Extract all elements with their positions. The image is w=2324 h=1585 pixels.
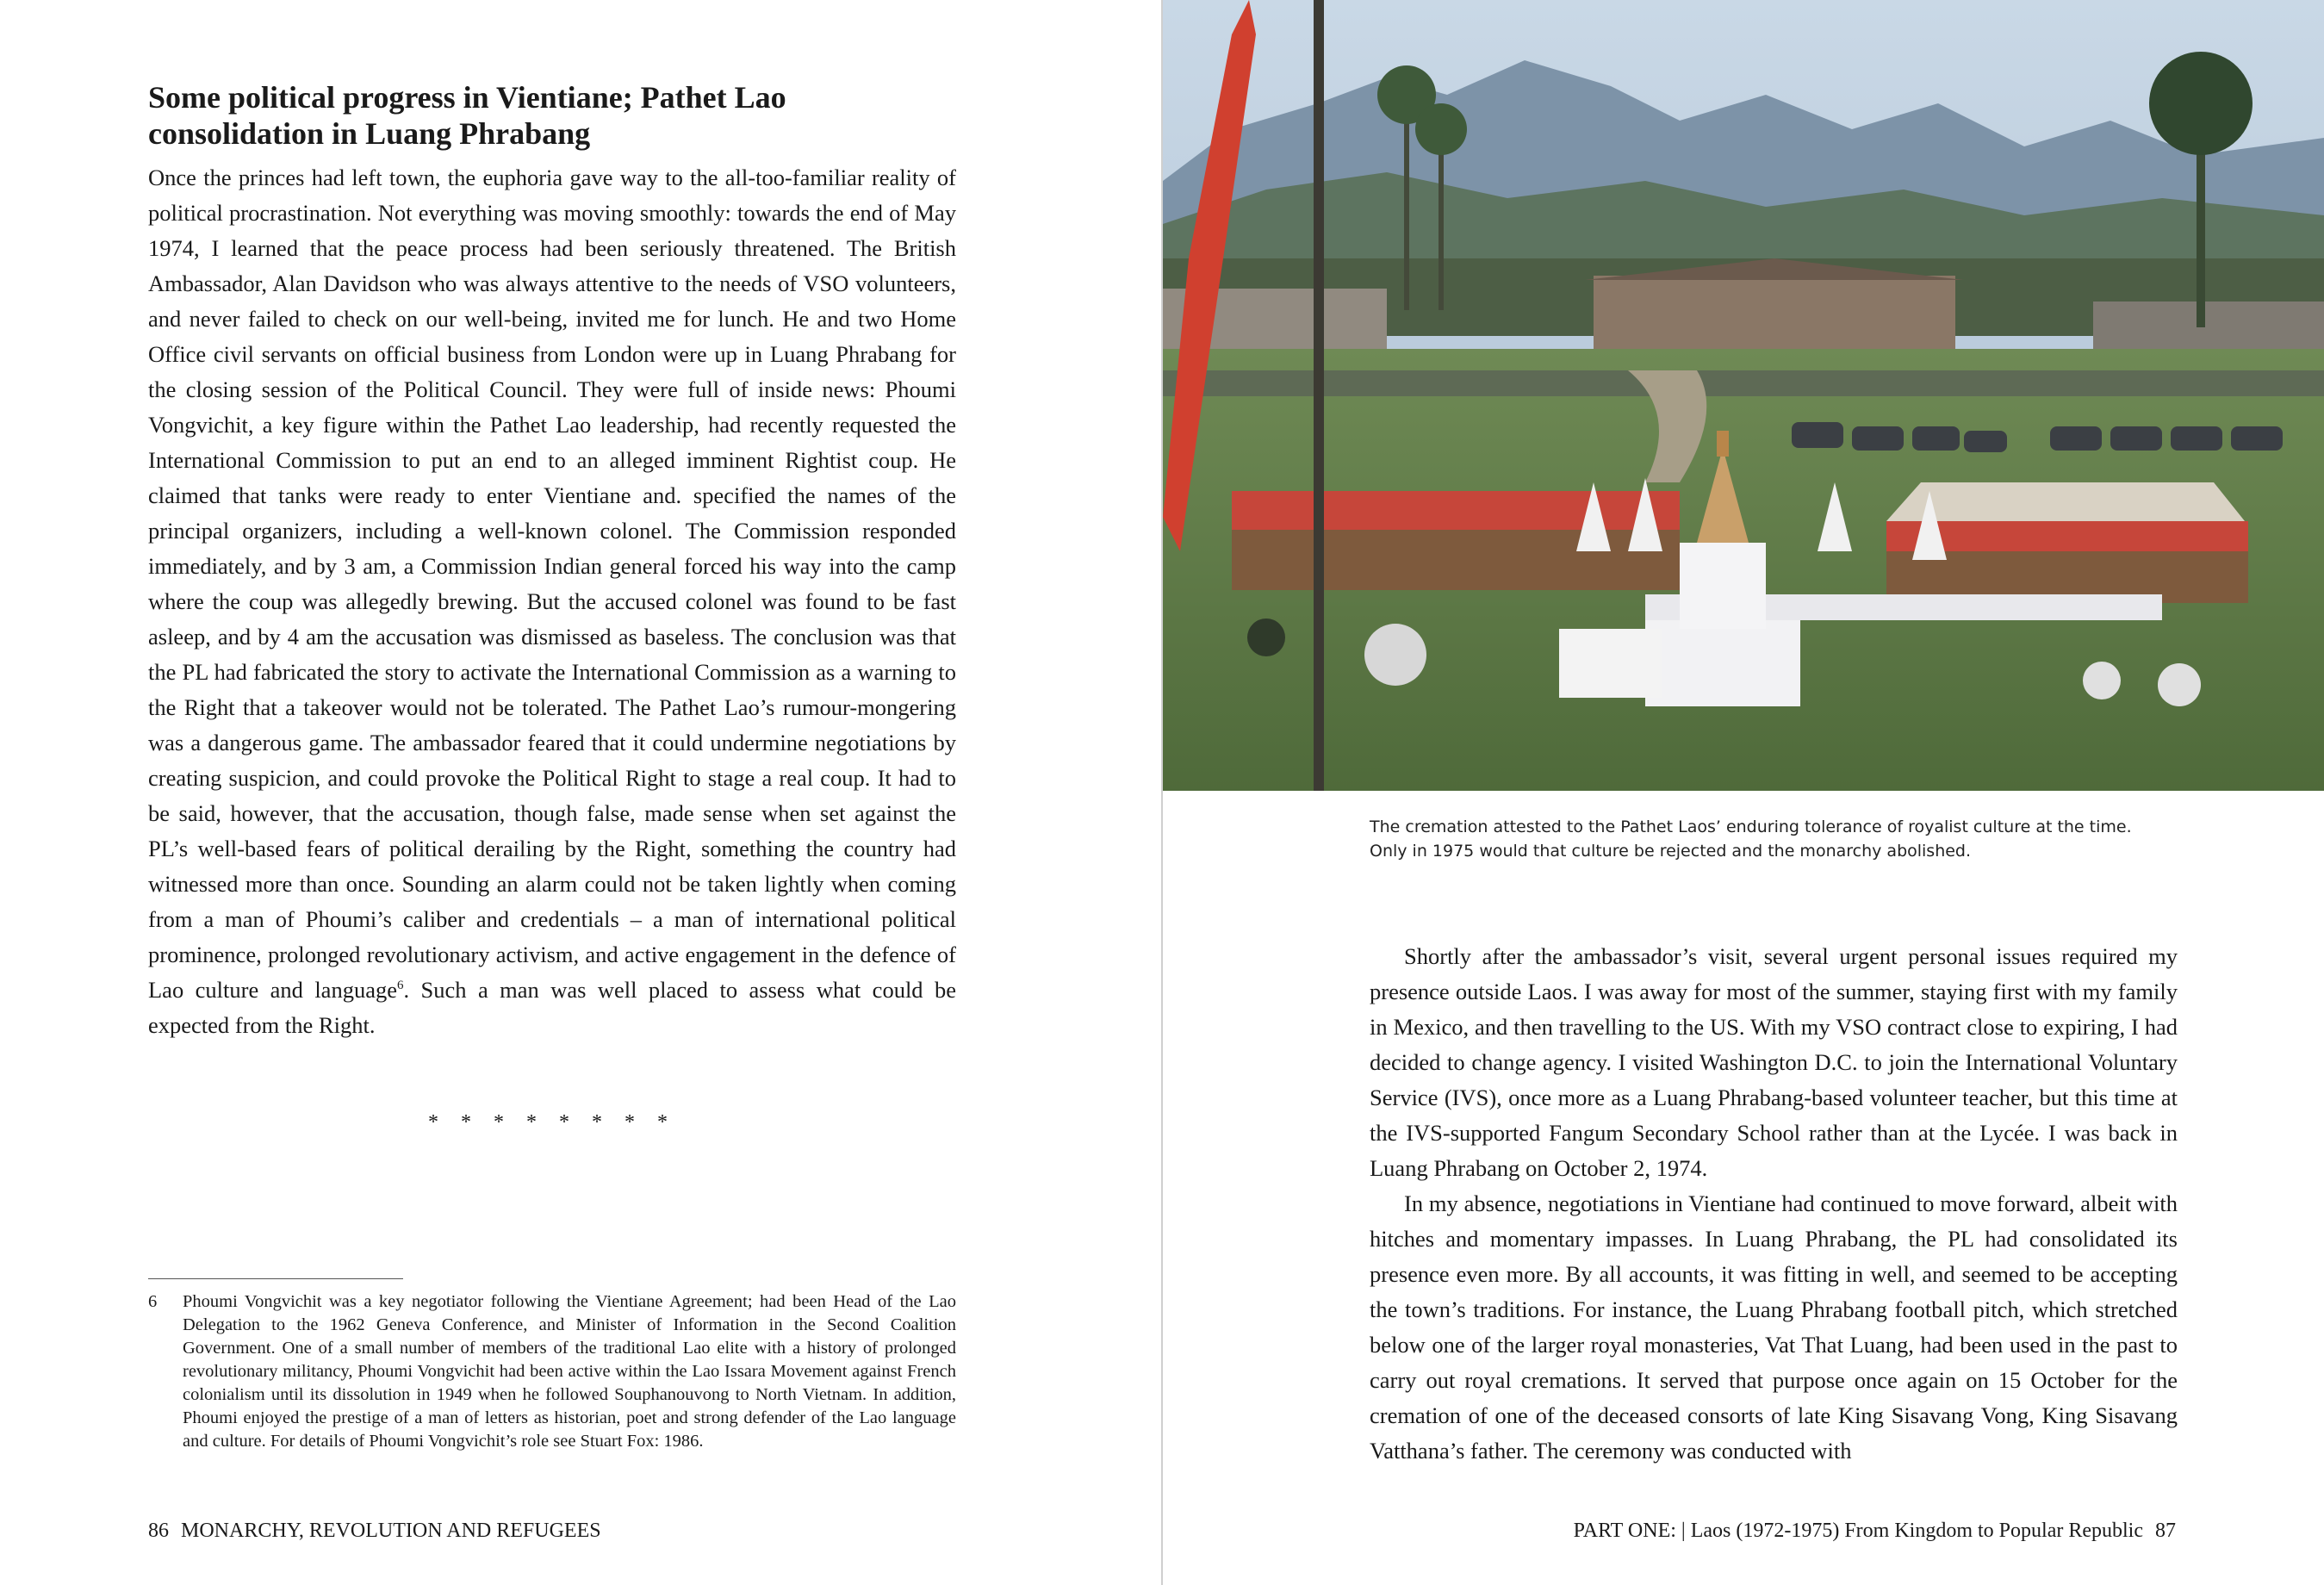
footnote-rule [148,1278,403,1279]
right-page [1163,0,2324,1585]
footnote-number: 6 [148,1292,158,1311]
cremation-ceremony-photo [1163,0,2324,791]
left-page-number: 86 [148,1520,169,1542]
left-running-head: MONARCHY, REVOLUTION AND REFUGEES [181,1520,601,1542]
left-folio [148,1518,601,1544]
caption-line-1: The cremation attested to the Pathet Laos’ enduring tolerance of royalist culture at the time. [1370,817,2132,836]
right-folio [1574,1518,2176,1544]
footnote-text: Phoumi Vongvichit was a key negotiator following the Vientiane Agreement; had been Head of the Lao Delegation to the 1962 Geneva Conference, and Minister of Information in the Second Coalition Government. One of a small number of members of the traditional Lao elite with a history of prolonged revolutionary militancy, Phoumi Vongvichit had been active within the Lao Issara Movement against French colonialism until its dissolution in 1949 when he followed Souphanouvong to North Vietnam. In addition, Phoumi enjoyed the prestige of a man of letters as historian, poet and strong defender of the Lao language and culture. For details of Phoumi Vongvichit’s role see Stuart Fox: 1986. [183,1292,956,1451]
left-page [0,0,1161,1585]
footnote-reference: 6 [396,979,404,993]
section-heading: Some political progress in Vientiane; Pathet Lao consolidation in Luang Phrabang [148,80,786,151]
left-body-main: Once the princes had left town, the euphoria gave way to the all-too-familiar reality of political procrastination. Not everything was moving smoothly: towards the end of May 1974, I learned that the peace process had been seriously threatened. The British Ambassador, Alan Davidson who was always attentive to the needs of VSO volunteers, and never failed to check on our well-being, invited me for lunch. He and two Home Office civil servants on official business from London were up in Luang Phrabang for the closing session of the Political Council. They were full of inside news: Phoumi Vongvichit, a key figure within the Pathet Lao leadership, had recently requested the International Commission to put an end to an alleged imminent Rightist coup. He claimed that tanks were ready to enter Vientiane and. specified the names of the principal organizers, including a well-known colonel. The Commission responded immediately, and by 3 am, a Commission Indian general forced his way into the camp where the coup was allegedly brewing. But the accused colonel was found to be fast asleep, and by 4 am the accusation was dismissed as baseless. The conclusion was that the PL had fabricated the story to activate the International Commission as a warning to the Right that a takeover would not be tolerated. The Pathet Lao’s rumour-mongering was a dangerous game. The ambassador feared that it could undermine negotiations by creating suspicion, and could provoke the Political Right to stage a real coup. It had to be said, however, that the accusation, though false, made sense when set against the PL’s well-based fears of political derailing by the Right, something the country had witnessed more than once. Sounding an alarm could not be taken lightly when coming from a man of Phoumi’s caliber and credentials – a man of international political prominence, prolonged revolutionary activism, and active engagement in the defence of Lao culture and language [148,165,956,1003]
right-body-text [1370,939,2178,1469]
left-body-end: . Such a man was well placed to assess what could be expected from the Right. [148,977,956,1038]
left-body-text [148,160,956,1043]
photo-caption [1370,815,2145,863]
right-running-head: PART ONE: | Laos (1972-1975) From Kingdom to Popular Republic [1573,1520,2143,1542]
footnote [148,1290,956,1453]
paragraph: In my absence, negotiations in Vientiane had continued to move forward, albeit with hitches and momentary impasses. In Luang Phrabang, the PL had consolidated its presence even more. By all accounts, it was fitting in well, and seemed to be accepting the town’s traditions. For instance, the Luang Phrabang football pitch, which stretched below one of the larger royal monasteries, Vat That Luang, had been used in the past to carry out royal cremations. It served that purpose once again on 15 October for the cremation of one of the deceased consorts of late King Sisavang Vong, King Sisavang Vatthana’s father. The ceremony was conducted with [1370,1190,2178,1464]
section-separator: * * * * * * * * [428,1111,676,1134]
caption-line-2: Only in 1975 would that culture be rejected and the monarchy abolished. [1370,842,1972,861]
paragraph: Shortly after the ambassador’s visit, several urgent personal issues required my presence outside Laos. I was away for most of the summer, staying first with my family in Mexico, and then travelling to the US. With my VSO contract close to expiring, I had decided to change agency. I visited Washington D.C. to join the International Voluntary Service (IVS), once more as a Luang Phrabang-based volunteer teacher, but this time at the IVS-supported Fangum Secondary School rather than at the Lycée. I was back in Luang Phrabang on October 2, 1974. [1370,943,2178,1181]
right-page-number: 87 [2155,1520,2176,1542]
